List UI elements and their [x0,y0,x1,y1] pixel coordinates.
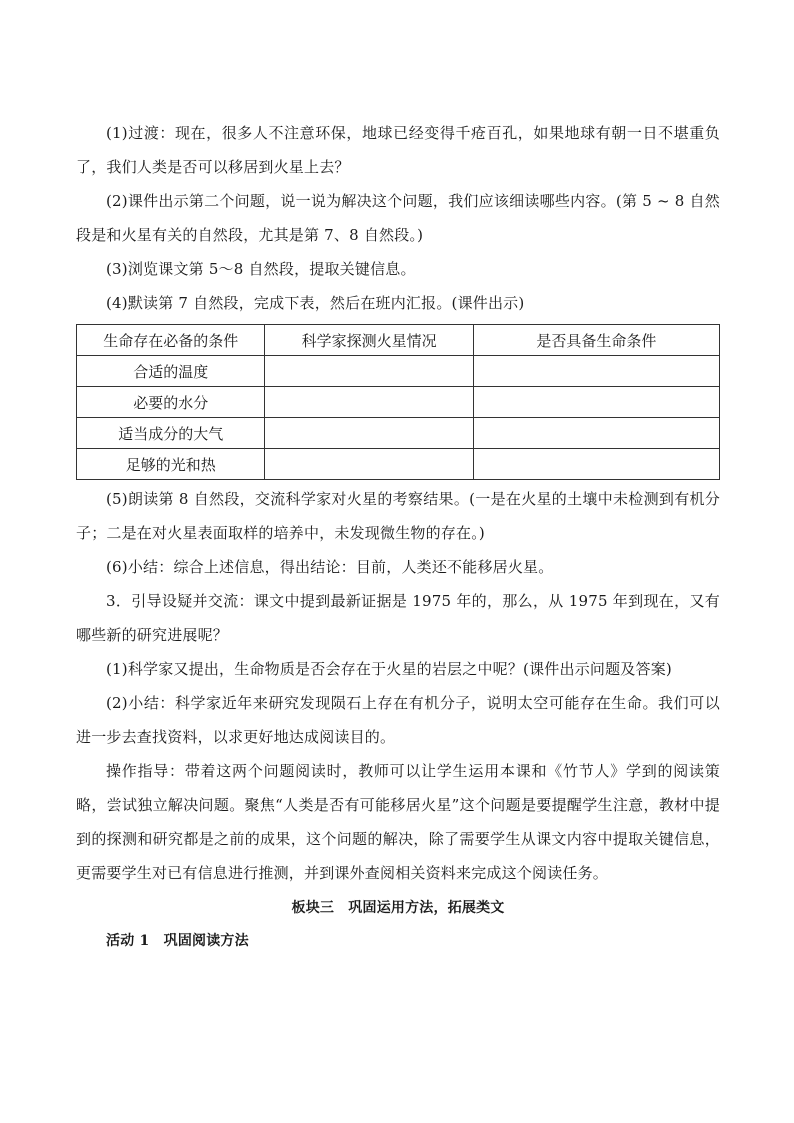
document-page [76,116,720,956]
table-cell [265,418,473,449]
table-cell [265,356,473,387]
table-cell: 合适的温度 [77,356,265,387]
activity-title: 活动 1 巩固阅读方法 [106,933,249,949]
paragraph-summary-2: (2)小结：科学家近年来研究发现陨石上存在有机分子，说明太空可能存在生命。我们可以进一步去查找资料，以求更好地达成阅读目的。 [76,694,720,746]
table-cell [473,387,719,418]
table-cell [265,387,473,418]
paragraph-rock-layer: (1)科学家又提出，生命物质是否会存在于火星的岩层之中呢？(课件出示问题及答案) [106,660,672,678]
table-header-cell: 科学家探测火星情况 [265,325,473,356]
table-cell [473,356,719,387]
table-cell [473,418,719,449]
table-cell: 足够的光和热 [77,449,265,480]
table-cell: 适当成分的大气 [77,418,265,449]
table-cell [265,449,473,480]
paragraph-browse: (3)浏览课文第 5～8 自然段，提取关键信息。 [106,260,416,278]
paragraph-second-question: (2)课件出示第二个问题，说一说为解决这个问题，我们应该细读哪些内容。(第 5 ~ 8 自然段是和火星有关的自然段，尤其是第 7、8 自然段。) [76,192,720,244]
section-title: 板块三 巩固运用方法，拓展类文 [291,900,505,916]
table-row [77,387,720,418]
paragraph-silent-reading: (4)默读第 7 自然段，完成下表，然后在班内汇报。(课件出示) [106,294,525,312]
table-cell: 必要的水分 [77,387,265,418]
table-header-row [77,325,720,356]
table-header-cell: 生命存在必备的条件 [77,325,265,356]
table-cell [473,449,719,480]
paragraph-operation-guide: 操作指导：带着这两个问题阅读时，教师可以让学生运用本课和《竹节人》学到的阅读策略，尝试独立解决问题。聚焦“人类是否有可能移居火星”这个问题是要提醒学生注意，教材中提到的探测和研究都是之前的成果，这个问题的解决，除了需要学生从课文内容中提取关键信息，更需要学生对已有信息进行推测，并到课外查阅相关资料来完成这个阅读任务。 [76,762,720,882]
table-row [77,356,720,387]
table-row [77,449,720,480]
life-conditions-table [76,324,720,480]
paragraph-guide-question: 3．引导设疑并交流：课文中提到最新证据是 1975 年的，那么，从 1975 年到现在，又有哪些新的研究进展呢？ [76,592,720,644]
paragraph-read-aloud: (5)朗读第 8 自然段，交流科学家对火星的考察结果。(一是在火星的土壤中未检测到有机分子；二是在对火星表面取样的培养中，未发现微生物的存在。) [76,490,720,542]
paragraph-summary-1: (6)小结：综合上述信息，得出结论：目前，人类还不能移居火星。 [106,558,554,576]
table-row [77,418,720,449]
paragraph-transition: (1)过渡：现在，很多人不注意环保，地球已经变得千疮百孔，如果地球有朝一日不堪重负了，我们人类是否可以移居到火星上去？ [76,124,720,176]
table-header-cell: 是否具备生命条件 [473,325,719,356]
